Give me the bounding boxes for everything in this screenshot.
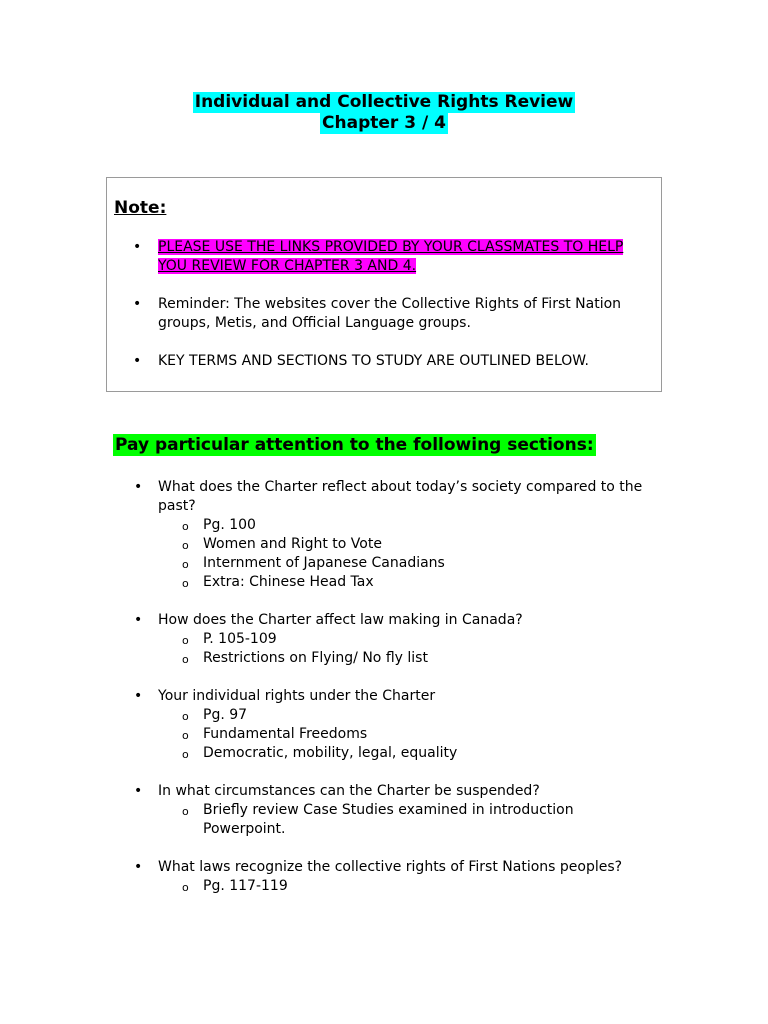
question-list	[0, 478, 768, 915]
sub-list	[158, 516, 656, 592]
bullet-icon: •	[134, 479, 143, 495]
bullet-icon: •	[134, 859, 143, 875]
sub-item-text: P. 105-109	[203, 631, 277, 647]
circle-bullet-icon: o	[182, 520, 189, 533]
sub-item	[158, 630, 656, 649]
note-item-text: Reminder: The websites cover the Collective Rights of First Nation groups, Metis, and Official Language groups.	[158, 296, 622, 331]
note-item-text: PLEASE USE THE LINKS PROVIDED BY YOUR CLASSMATES TO HELP YOU REVIEW FOR CHAPTER 3 AND 4.	[158, 239, 624, 274]
sub-list	[158, 877, 656, 896]
question-text: How does the Charter affect law making in Canada?	[158, 612, 523, 628]
bullet-icon: •	[133, 296, 142, 312]
note-item-key-terms	[107, 352, 661, 371]
question-text: What does the Charter reflect about today’s society compared to the past?	[158, 479, 643, 514]
sub-item	[158, 801, 656, 839]
bullet-icon: •	[134, 612, 143, 628]
sub-list	[158, 801, 656, 839]
note-item-reminder	[107, 295, 661, 333]
title-line-2: Chapter 3 / 4	[322, 113, 446, 133]
section-heading: Pay particular attention to the following sections:	[115, 435, 594, 455]
sub-item	[158, 516, 656, 535]
circle-bullet-icon: o	[182, 653, 189, 666]
circle-bullet-icon: o	[182, 634, 189, 647]
sub-item-text: Fundamental Freedoms	[203, 726, 368, 742]
sub-item	[158, 535, 656, 554]
question-text: In what circumstances can the Charter be suspended?	[158, 783, 540, 799]
question-item	[0, 611, 768, 668]
sub-item	[158, 725, 656, 744]
circle-bullet-icon: o	[182, 558, 189, 571]
question-text: What laws recognize the collective rights of First Nations peoples?	[158, 859, 623, 875]
circle-bullet-icon: o	[182, 881, 189, 894]
question-item	[0, 858, 768, 896]
sub-item	[158, 744, 656, 763]
question-text: Your individual rights under the Charter	[158, 688, 436, 704]
sub-item	[158, 706, 656, 725]
note-box	[106, 177, 662, 392]
sub-item-text: Internment of Japanese Canadians	[203, 555, 445, 571]
sub-item-text: Democratic, mobility, legal, equality	[203, 745, 458, 761]
sub-item-text: Pg. 97	[203, 707, 248, 723]
sub-item-text: Briefly review Case Studies examined in introduction Powerpoint.	[203, 802, 574, 837]
sub-list	[158, 706, 656, 763]
sub-item-text: Women and Right to Vote	[203, 536, 382, 552]
note-item-links	[107, 238, 661, 276]
sub-list	[158, 630, 656, 668]
bullet-icon: •	[134, 688, 143, 704]
circle-bullet-icon: o	[182, 577, 189, 590]
sub-item	[158, 649, 656, 668]
bullet-icon: •	[134, 783, 143, 799]
title-line-1: Individual and Collective Rights Review	[194, 92, 574, 112]
circle-bullet-icon: o	[182, 805, 189, 818]
sub-item-text: Restrictions on Flying/ No fly list	[203, 650, 428, 666]
question-item	[0, 782, 768, 839]
question-item	[0, 687, 768, 763]
sub-item-text: Pg. 100	[203, 517, 256, 533]
document-title	[0, 92, 768, 134]
circle-bullet-icon: o	[182, 729, 189, 742]
sub-item	[158, 573, 656, 592]
question-item	[0, 478, 768, 592]
sub-item-text: Pg. 117-119	[203, 878, 288, 894]
circle-bullet-icon: o	[182, 710, 189, 723]
note-item-text: KEY TERMS AND SECTIONS TO STUDY ARE OUTLINED BELOW.	[158, 353, 589, 369]
sub-item	[158, 554, 656, 573]
note-heading: Note:	[114, 198, 167, 218]
sub-item-text: Extra: Chinese Head Tax	[203, 574, 374, 590]
bullet-icon: •	[133, 239, 142, 255]
note-list	[107, 238, 661, 390]
circle-bullet-icon: o	[182, 748, 189, 761]
circle-bullet-icon: o	[182, 539, 189, 552]
bullet-icon: •	[133, 353, 142, 369]
sub-item	[158, 877, 656, 896]
